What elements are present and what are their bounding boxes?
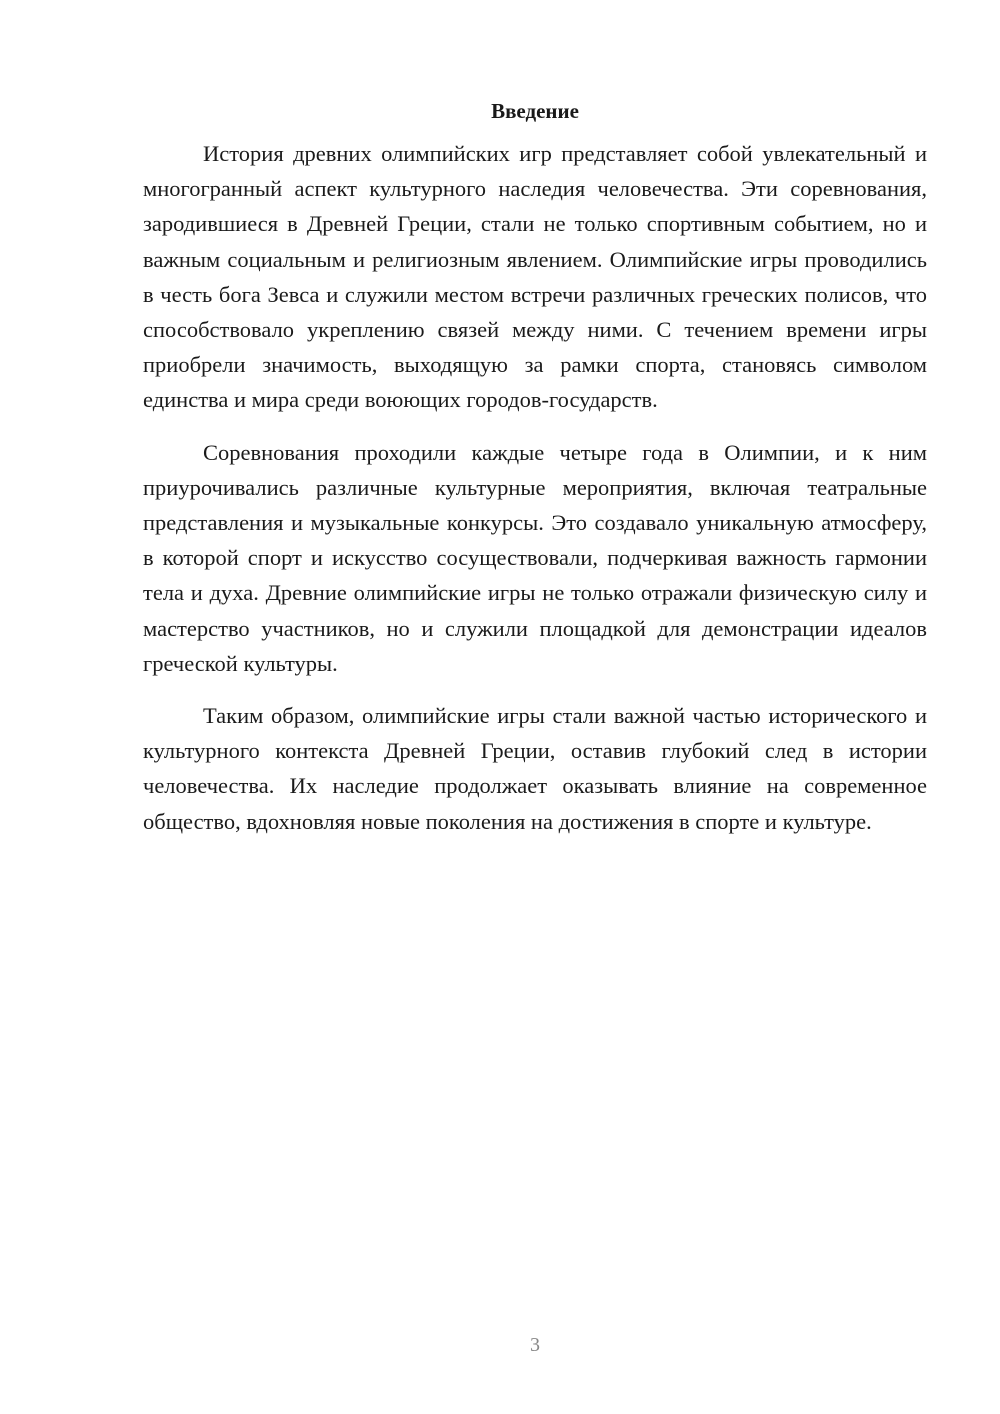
page-number: 3 <box>530 1334 540 1356</box>
section-title: Введение <box>491 99 579 123</box>
paragraph-3: Таким образом, олимпийские игры стали важной частью исторического и культурного контекста Древней Греции, оставив глубокий след в истории человечества. Их наследие продолжает оказывать влияние на современное общество, вдохновляя новые поколения на достижения в спорте и культуре. <box>143 703 927 834</box>
paragraph-1: История древних олимпийских игр представляет собой увлекательный и многогранный аспект культурного наследия человечества. Эти соревнования, зародившиеся в Древней Греции, стали не только спортивным событием, но и важным социальным и религиозным явлением. Олимпийские игры проводились в честь бога Зевса и служили местом встречи различных греческих полисов, что способствовало укреплению связей между ними. С течением времени игры приобрели значимость, выходящую за рамки спорта, становясь символом единства и мира среди воюющих городов-государств. <box>143 141 927 413</box>
paragraph-2: Соревнования проходили каждые четыре года в Олимпии, и к ним приурочивались различные культурные мероприятия, включая театральные представления и музыкальные конкурсы. Это создавало уникальную атмосферу, в которой спорт и искусство сосуществовали, подчеркивая важность гармонии тела и духа. Древние олимпийские игры не только отражали физическую силу и мастерство участников, но и служили площадкой для демонстрации идеалов греческой культуры. <box>143 439 927 676</box>
page-content <box>143 96 927 856</box>
